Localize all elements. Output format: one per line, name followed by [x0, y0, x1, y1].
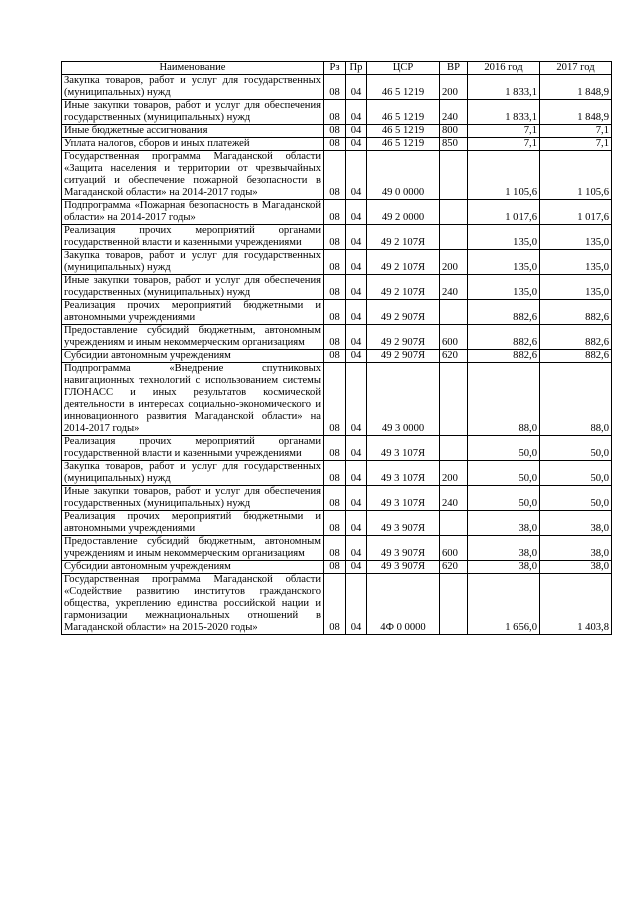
- cell-rz: 08: [324, 363, 346, 436]
- cell-rz: 08: [324, 561, 346, 574]
- cell-rz: 08: [324, 275, 346, 300]
- cell-pr: 04: [346, 75, 367, 100]
- cell-pr: 04: [346, 350, 367, 363]
- header-vr: ВР: [440, 62, 468, 75]
- cell-csr: 49 2 907Я: [367, 350, 440, 363]
- cell-csr: 49 0 0000: [367, 151, 440, 200]
- cell-csr: 49 2 107Я: [367, 275, 440, 300]
- cell-csr: 46 5 1219: [367, 125, 440, 138]
- cell-2016: 1 017,6: [468, 200, 540, 225]
- header-2017: 2017 год: [540, 62, 612, 75]
- cell-name: Иные закупки товаров, работ и услуг для обеспечения государственных (муниципальных) нужд: [62, 275, 324, 300]
- table-row: [62, 138, 612, 151]
- cell-vr: [440, 511, 468, 536]
- cell-name: Реализация прочих мероприятий органами государственной власти и казенными учреждениями: [62, 225, 324, 250]
- header-csr: ЦСР: [367, 62, 440, 75]
- cell-vr: 200: [440, 75, 468, 100]
- cell-csr: 49 3 107Я: [367, 486, 440, 511]
- table-row: [62, 200, 612, 225]
- cell-name: Государственная программа Магаданской области «Защита населения и территории от чрезвычайных ситуаций и обеспечение пожарной безопасности в Магаданской области» на 2014-2017 годы»: [62, 151, 324, 200]
- cell-name: Реализация прочих мероприятий бюджетными и автономными учреждениями: [62, 300, 324, 325]
- cell-vr: [440, 200, 468, 225]
- cell-pr: 04: [346, 536, 367, 561]
- cell-csr: 49 2 907Я: [367, 325, 440, 350]
- cell-2017: 1 105,6: [540, 151, 612, 200]
- cell-2016: 1 833,1: [468, 75, 540, 100]
- cell-vr: [440, 363, 468, 436]
- cell-rz: 08: [324, 486, 346, 511]
- cell-pr: 04: [346, 300, 367, 325]
- cell-vr: 620: [440, 561, 468, 574]
- cell-csr: 46 5 1219: [367, 138, 440, 151]
- cell-2016: 135,0: [468, 275, 540, 300]
- header-rz: Рз: [324, 62, 346, 75]
- cell-2017: 50,0: [540, 461, 612, 486]
- cell-2017: 135,0: [540, 275, 612, 300]
- cell-csr: 49 3 107Я: [367, 436, 440, 461]
- cell-rz: 08: [324, 536, 346, 561]
- cell-2016: 882,6: [468, 300, 540, 325]
- cell-rz: 08: [324, 461, 346, 486]
- cell-rz: 08: [324, 300, 346, 325]
- cell-vr: [440, 574, 468, 635]
- cell-2017: 135,0: [540, 250, 612, 275]
- cell-name: Реализация прочих мероприятий органами государственной власти и казенными учреждениями: [62, 436, 324, 461]
- cell-vr: 800: [440, 125, 468, 138]
- cell-name: Подпрограмма «Внедрение спутниковых навигационных технологий с использованием системы ГЛОНАСС и иных результатов космической деятельности в интересах социально-экономического и инновационного развития Магаданской области» на 2014-2017 годы»: [62, 363, 324, 436]
- table-row: [62, 561, 612, 574]
- cell-2016: 1 105,6: [468, 151, 540, 200]
- table-row: [62, 436, 612, 461]
- cell-csr: 46 5 1219: [367, 75, 440, 100]
- cell-pr: 04: [346, 151, 367, 200]
- cell-2017: 38,0: [540, 511, 612, 536]
- cell-csr: 49 3 107Я: [367, 461, 440, 486]
- cell-rz: 08: [324, 200, 346, 225]
- header-2016: 2016 год: [468, 62, 540, 75]
- table-row: [62, 574, 612, 635]
- cell-pr: 04: [346, 325, 367, 350]
- cell-2016: 1 656,0: [468, 574, 540, 635]
- table-row: [62, 461, 612, 486]
- table-row: [62, 100, 612, 125]
- cell-rz: 08: [324, 138, 346, 151]
- cell-vr: 240: [440, 275, 468, 300]
- table-row: [62, 125, 612, 138]
- cell-pr: 04: [346, 511, 367, 536]
- cell-pr: 04: [346, 100, 367, 125]
- cell-2016: 50,0: [468, 436, 540, 461]
- cell-rz: 08: [324, 125, 346, 138]
- cell-name: Закупка товаров, работ и услуг для государственных (муниципальных) нужд: [62, 75, 324, 100]
- cell-rz: 08: [324, 75, 346, 100]
- cell-rz: 08: [324, 574, 346, 635]
- cell-2017: 882,6: [540, 350, 612, 363]
- cell-rz: 08: [324, 151, 346, 200]
- table-row: [62, 536, 612, 561]
- table-row: [62, 225, 612, 250]
- cell-name: Иные закупки товаров, работ и услуг для обеспечения государственных (муниципальных) нужд: [62, 486, 324, 511]
- cell-pr: 04: [346, 486, 367, 511]
- cell-rz: 08: [324, 225, 346, 250]
- cell-2016: 38,0: [468, 561, 540, 574]
- cell-vr: 600: [440, 325, 468, 350]
- cell-2016: 88,0: [468, 363, 540, 436]
- table-header: [62, 62, 612, 75]
- cell-2016: 50,0: [468, 461, 540, 486]
- table-row: [62, 350, 612, 363]
- cell-csr: 49 2 107Я: [367, 225, 440, 250]
- cell-name: Уплата налогов, сборов и иных платежей: [62, 138, 324, 151]
- header-row: [62, 62, 612, 75]
- cell-pr: 04: [346, 561, 367, 574]
- table-row: [62, 300, 612, 325]
- cell-2017: 50,0: [540, 486, 612, 511]
- cell-rz: 08: [324, 436, 346, 461]
- cell-csr: 49 3 0000: [367, 363, 440, 436]
- cell-name: Подпрограмма «Пожарная безопасность в Магаданской области» на 2014-2017 годы»: [62, 200, 324, 225]
- cell-2017: 1 403,8: [540, 574, 612, 635]
- cell-2017: 1 848,9: [540, 75, 612, 100]
- table-body: [62, 75, 612, 635]
- cell-2016: 7,1: [468, 138, 540, 151]
- cell-vr: 620: [440, 350, 468, 363]
- cell-2017: 7,1: [540, 138, 612, 151]
- cell-2016: 882,6: [468, 325, 540, 350]
- cell-vr: 240: [440, 100, 468, 125]
- cell-2016: 882,6: [468, 350, 540, 363]
- table-row: [62, 250, 612, 275]
- cell-csr: 49 3 907Я: [367, 561, 440, 574]
- cell-pr: 04: [346, 225, 367, 250]
- cell-vr: [440, 300, 468, 325]
- cell-vr: 600: [440, 536, 468, 561]
- table-row: [62, 486, 612, 511]
- cell-vr: 200: [440, 250, 468, 275]
- cell-csr: 49 2 907Я: [367, 300, 440, 325]
- cell-rz: 08: [324, 325, 346, 350]
- cell-pr: 04: [346, 125, 367, 138]
- table-row: [62, 325, 612, 350]
- cell-2017: 1 017,6: [540, 200, 612, 225]
- table-row: [62, 75, 612, 100]
- cell-2017: 1 848,9: [540, 100, 612, 125]
- cell-pr: 04: [346, 574, 367, 635]
- header-name: Наименование: [62, 62, 324, 75]
- cell-csr: 49 2 0000: [367, 200, 440, 225]
- cell-2017: 38,0: [540, 561, 612, 574]
- cell-name: Закупка товаров, работ и услуг для государственных (муниципальных) нужд: [62, 461, 324, 486]
- cell-vr: [440, 151, 468, 200]
- cell-name: Иные бюджетные ассигнования: [62, 125, 324, 138]
- cell-name: Реализация прочих мероприятий бюджетными и автономными учреждениями: [62, 511, 324, 536]
- cell-name: Предоставление субсидий бюджетным, автономным учреждениям и иным некоммерческим организациям: [62, 325, 324, 350]
- cell-2017: 50,0: [540, 436, 612, 461]
- cell-2017: 135,0: [540, 225, 612, 250]
- cell-vr: 200: [440, 461, 468, 486]
- cell-vr: 240: [440, 486, 468, 511]
- cell-pr: 04: [346, 250, 367, 275]
- cell-name: Государственная программа Магаданской области «Содействие развитию институтов гражданского общества, укреплению единства российской нации и гармонизации межнациональных отношений в Магаданской области» на 2015-2020 годы»: [62, 574, 324, 635]
- cell-2016: 50,0: [468, 486, 540, 511]
- cell-vr: [440, 436, 468, 461]
- cell-2017: 7,1: [540, 125, 612, 138]
- cell-2016: 135,0: [468, 225, 540, 250]
- cell-2017: 882,6: [540, 325, 612, 350]
- cell-pr: 04: [346, 200, 367, 225]
- cell-csr: 4Ф 0 0000: [367, 574, 440, 635]
- cell-2016: 38,0: [468, 511, 540, 536]
- cell-csr: 46 5 1219: [367, 100, 440, 125]
- header-pr: Пр: [346, 62, 367, 75]
- cell-name: Субсидии автономным учреждениям: [62, 561, 324, 574]
- cell-pr: 04: [346, 275, 367, 300]
- cell-rz: 08: [324, 511, 346, 536]
- cell-csr: 49 3 907Я: [367, 511, 440, 536]
- cell-2017: 882,6: [540, 300, 612, 325]
- cell-pr: 04: [346, 461, 367, 486]
- cell-2016: 135,0: [468, 250, 540, 275]
- cell-rz: 08: [324, 350, 346, 363]
- cell-name: Закупка товаров, работ и услуг для государственных (муниципальных) нужд: [62, 250, 324, 275]
- table-row: [62, 363, 612, 436]
- cell-csr: 49 2 107Я: [367, 250, 440, 275]
- cell-pr: 04: [346, 436, 367, 461]
- table-row: [62, 275, 612, 300]
- cell-pr: 04: [346, 138, 367, 151]
- table-row: [62, 151, 612, 200]
- table-row: [62, 511, 612, 536]
- cell-name: Субсидии автономным учреждениям: [62, 350, 324, 363]
- budget-table: [61, 61, 612, 635]
- cell-name: Предоставление субсидий бюджетным, автономным учреждениям и иным некоммерческим организациям: [62, 536, 324, 561]
- cell-2017: 88,0: [540, 363, 612, 436]
- cell-name: Иные закупки товаров, работ и услуг для обеспечения государственных (муниципальных) нужд: [62, 100, 324, 125]
- cell-2016: 1 833,1: [468, 100, 540, 125]
- cell-vr: 850: [440, 138, 468, 151]
- cell-pr: 04: [346, 363, 367, 436]
- cell-vr: [440, 225, 468, 250]
- cell-2016: 7,1: [468, 125, 540, 138]
- cell-rz: 08: [324, 250, 346, 275]
- cell-rz: 08: [324, 100, 346, 125]
- cell-csr: 49 3 907Я: [367, 536, 440, 561]
- cell-2016: 38,0: [468, 536, 540, 561]
- cell-2017: 38,0: [540, 536, 612, 561]
